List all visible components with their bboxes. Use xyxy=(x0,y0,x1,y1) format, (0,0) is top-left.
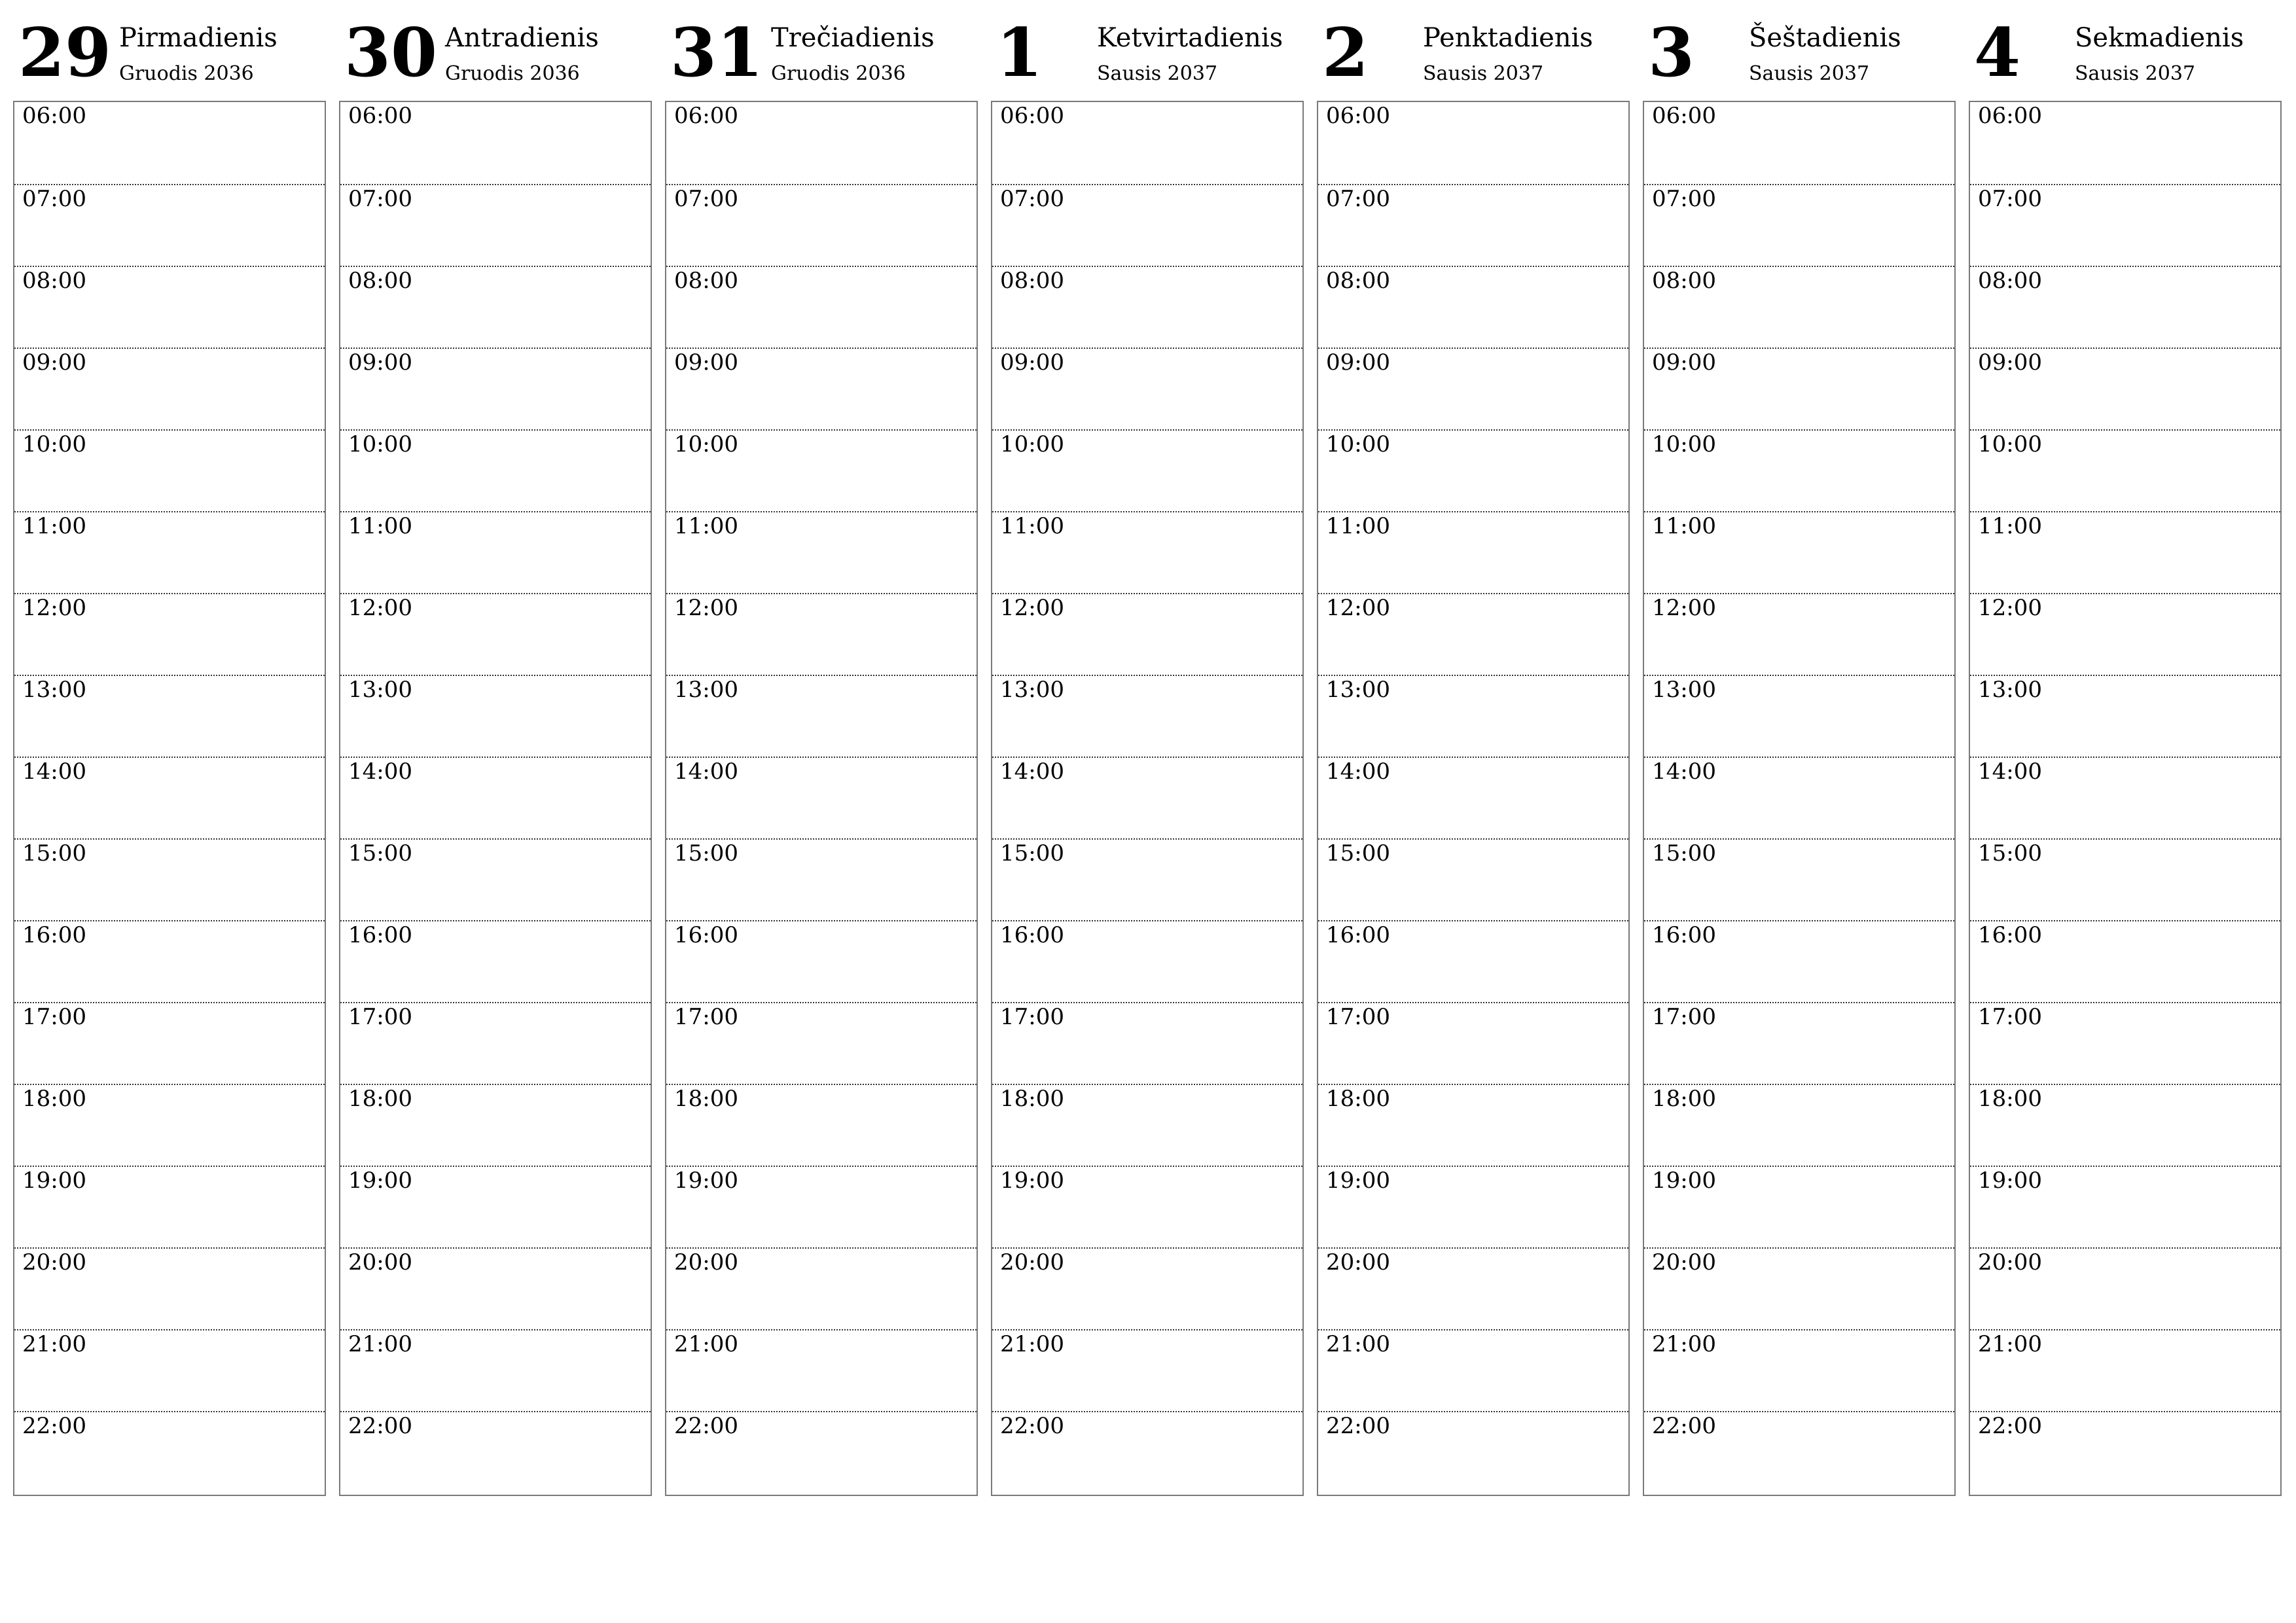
time-label: 18:00 xyxy=(1978,1086,2042,1112)
time-slot xyxy=(992,920,1302,1002)
day-schedule-box xyxy=(991,101,1304,1496)
time-slot xyxy=(666,675,977,757)
time-slot xyxy=(14,429,325,511)
day-name: Antradienis xyxy=(445,23,599,53)
time-label: 08:00 xyxy=(1326,268,1390,294)
time-label: 13:00 xyxy=(348,677,412,703)
time-label: 12:00 xyxy=(1326,595,1390,621)
time-label: 21:00 xyxy=(1652,1331,1716,1357)
time-slot xyxy=(666,920,977,1002)
time-label: 07:00 xyxy=(1978,186,2042,212)
time-label: 16:00 xyxy=(22,922,86,948)
time-label: 06:00 xyxy=(1326,103,1390,129)
time-label: 19:00 xyxy=(1326,1168,1390,1194)
time-label: 06:00 xyxy=(1978,103,2042,129)
day-month: Gruodis 2036 xyxy=(771,62,906,85)
time-slot xyxy=(1318,266,1628,348)
time-label: 20:00 xyxy=(1652,1249,1716,1275)
time-label: 07:00 xyxy=(674,186,738,212)
time-slot xyxy=(666,593,977,675)
time-slot xyxy=(1970,838,2280,920)
time-slot xyxy=(992,1166,1302,1247)
time-slot xyxy=(340,920,651,1002)
time-label: 13:00 xyxy=(1652,677,1716,703)
time-slot xyxy=(1644,1084,1954,1166)
time-slot xyxy=(340,1166,651,1247)
day-number: 30 xyxy=(344,14,437,92)
time-label: 17:00 xyxy=(348,1004,412,1030)
time-label: 08:00 xyxy=(1652,268,1716,294)
time-label: 18:00 xyxy=(1652,1086,1716,1112)
time-slot xyxy=(14,348,325,429)
time-slot xyxy=(992,511,1302,593)
time-slot xyxy=(14,920,325,1002)
time-label: 19:00 xyxy=(348,1168,412,1194)
time-slot xyxy=(1970,1411,2280,1493)
time-label: 11:00 xyxy=(1000,513,1064,539)
time-label: 17:00 xyxy=(674,1004,738,1030)
time-slot xyxy=(1644,1002,1954,1084)
time-label: 22:00 xyxy=(1326,1413,1390,1439)
time-slot xyxy=(1970,1002,2280,1084)
time-slot xyxy=(340,593,651,675)
time-slot xyxy=(666,266,977,348)
time-slot xyxy=(1318,511,1628,593)
time-slot xyxy=(992,675,1302,757)
time-label: 16:00 xyxy=(1000,922,1064,948)
time-label: 20:00 xyxy=(1978,1249,2042,1275)
time-slot xyxy=(1318,1329,1628,1411)
time-label: 19:00 xyxy=(1000,1168,1064,1194)
day-header xyxy=(991,0,1304,98)
time-label: 07:00 xyxy=(1326,186,1390,212)
time-slot xyxy=(1644,838,1954,920)
day-schedule-box xyxy=(339,101,652,1496)
time-label: 16:00 xyxy=(674,922,738,948)
day-name: Šeštadienis xyxy=(1749,23,1901,53)
day-name: Penktadienis xyxy=(1423,23,1593,53)
time-slot xyxy=(340,102,651,184)
day-header xyxy=(13,0,326,98)
time-slot xyxy=(992,1329,1302,1411)
day-schedule-box xyxy=(13,101,326,1496)
time-slot xyxy=(1318,1166,1628,1247)
time-label: 10:00 xyxy=(674,431,738,457)
time-label: 08:00 xyxy=(22,268,86,294)
time-label: 09:00 xyxy=(1326,349,1390,376)
time-label: 20:00 xyxy=(348,1249,412,1275)
day-column xyxy=(1969,0,2282,1505)
day-header xyxy=(665,0,978,98)
time-label: 10:00 xyxy=(22,431,86,457)
time-label: 08:00 xyxy=(348,268,412,294)
day-number: 2 xyxy=(1322,14,1369,92)
day-column xyxy=(991,0,1304,1505)
time-slot xyxy=(1644,429,1954,511)
time-slot xyxy=(1318,1411,1628,1493)
time-slot xyxy=(1318,1002,1628,1084)
time-label: 08:00 xyxy=(1978,268,2042,294)
day-column xyxy=(13,0,326,1505)
time-slot xyxy=(340,348,651,429)
time-label: 10:00 xyxy=(1326,431,1390,457)
time-label: 22:00 xyxy=(348,1413,412,1439)
weekly-planner xyxy=(13,0,2291,1623)
time-label: 07:00 xyxy=(1652,186,1716,212)
time-slot xyxy=(1644,675,1954,757)
time-slot xyxy=(14,1411,325,1493)
day-number: 29 xyxy=(18,14,111,92)
time-label: 14:00 xyxy=(1326,758,1390,785)
time-label: 17:00 xyxy=(1652,1004,1716,1030)
time-label: 22:00 xyxy=(1652,1413,1716,1439)
time-label: 18:00 xyxy=(22,1086,86,1112)
time-slot xyxy=(14,511,325,593)
time-slot xyxy=(1318,184,1628,266)
time-label: 18:00 xyxy=(1326,1086,1390,1112)
time-slot xyxy=(1970,920,2280,1002)
day-month: Sausis 2037 xyxy=(2075,62,2196,85)
time-slot xyxy=(1644,184,1954,266)
day-schedule-box xyxy=(1643,101,1956,1496)
time-slot xyxy=(992,266,1302,348)
time-slot xyxy=(992,184,1302,266)
time-slot xyxy=(340,184,651,266)
time-label: 07:00 xyxy=(22,186,86,212)
time-label: 14:00 xyxy=(1652,758,1716,785)
time-slot xyxy=(14,1002,325,1084)
time-slot xyxy=(14,1247,325,1329)
day-number: 1 xyxy=(996,14,1043,92)
time-label: 16:00 xyxy=(348,922,412,948)
time-slot xyxy=(1644,757,1954,838)
time-label: 11:00 xyxy=(1978,513,2042,539)
time-label: 22:00 xyxy=(1978,1413,2042,1439)
time-slot xyxy=(340,1002,651,1084)
time-slot xyxy=(992,1411,1302,1493)
time-slot xyxy=(666,102,977,184)
time-label: 14:00 xyxy=(1978,758,2042,785)
time-label: 19:00 xyxy=(1652,1168,1716,1194)
time-label: 13:00 xyxy=(22,677,86,703)
time-label: 20:00 xyxy=(674,1249,738,1275)
time-slot xyxy=(340,757,651,838)
time-slot xyxy=(666,511,977,593)
time-label: 19:00 xyxy=(22,1168,86,1194)
time-slot xyxy=(1970,1166,2280,1247)
time-slot xyxy=(1318,429,1628,511)
time-label: 12:00 xyxy=(348,595,412,621)
time-slot xyxy=(992,102,1302,184)
time-slot xyxy=(992,429,1302,511)
time-label: 21:00 xyxy=(22,1331,86,1357)
time-label: 12:00 xyxy=(1000,595,1064,621)
time-label: 15:00 xyxy=(1652,840,1716,866)
time-label: 21:00 xyxy=(1000,1331,1064,1357)
time-label: 17:00 xyxy=(1326,1004,1390,1030)
time-label: 08:00 xyxy=(1000,268,1064,294)
time-label: 21:00 xyxy=(1326,1331,1390,1357)
time-slot xyxy=(992,1084,1302,1166)
time-slot xyxy=(340,511,651,593)
time-label: 06:00 xyxy=(674,103,738,129)
time-slot xyxy=(1970,1247,2280,1329)
time-slot xyxy=(1970,593,2280,675)
time-label: 06:00 xyxy=(348,103,412,129)
time-label: 09:00 xyxy=(674,349,738,376)
day-column xyxy=(1643,0,1956,1505)
time-slot xyxy=(1644,511,1954,593)
time-slot xyxy=(1644,1329,1954,1411)
time-slot xyxy=(340,429,651,511)
time-label: 14:00 xyxy=(348,758,412,785)
time-label: 20:00 xyxy=(1326,1249,1390,1275)
time-label: 15:00 xyxy=(22,840,86,866)
day-month: Sausis 2037 xyxy=(1423,62,1544,85)
time-label: 16:00 xyxy=(1652,922,1716,948)
time-label: 10:00 xyxy=(1978,431,2042,457)
time-label: 21:00 xyxy=(674,1331,738,1357)
day-schedule-box xyxy=(665,101,978,1496)
time-slot xyxy=(1318,348,1628,429)
time-slot xyxy=(1644,1411,1954,1493)
day-number: 3 xyxy=(1648,14,1695,92)
time-label: 11:00 xyxy=(1652,513,1716,539)
time-label: 13:00 xyxy=(1000,677,1064,703)
time-slot xyxy=(1644,266,1954,348)
time-label: 18:00 xyxy=(1000,1086,1064,1112)
time-label: 06:00 xyxy=(22,103,86,129)
time-slot xyxy=(666,1411,977,1493)
day-name: Ketvirtadienis xyxy=(1097,23,1283,53)
time-label: 18:00 xyxy=(674,1086,738,1112)
time-label: 16:00 xyxy=(1326,922,1390,948)
time-label: 13:00 xyxy=(1326,677,1390,703)
day-number: 4 xyxy=(1974,14,2020,92)
day-column xyxy=(1317,0,1630,1505)
time-slot xyxy=(666,757,977,838)
time-slot xyxy=(992,757,1302,838)
day-month: Gruodis 2036 xyxy=(119,62,254,85)
time-slot xyxy=(666,1247,977,1329)
time-slot xyxy=(1970,266,2280,348)
time-slot xyxy=(992,348,1302,429)
time-slot xyxy=(14,757,325,838)
time-slot xyxy=(14,838,325,920)
time-slot xyxy=(666,1084,977,1166)
time-slot xyxy=(1644,348,1954,429)
time-slot xyxy=(340,1247,651,1329)
time-slot xyxy=(1970,1084,2280,1166)
time-label: 09:00 xyxy=(1000,349,1064,376)
day-header xyxy=(339,0,652,98)
time-slot xyxy=(340,838,651,920)
time-slot xyxy=(1970,1329,2280,1411)
time-label: 06:00 xyxy=(1652,103,1716,129)
time-label: 12:00 xyxy=(674,595,738,621)
time-slot xyxy=(340,266,651,348)
time-slot xyxy=(14,675,325,757)
time-label: 11:00 xyxy=(674,513,738,539)
time-slot xyxy=(992,838,1302,920)
time-slot xyxy=(992,1247,1302,1329)
time-slot xyxy=(14,593,325,675)
day-name: Trečiadienis xyxy=(771,23,935,53)
time-label: 11:00 xyxy=(22,513,86,539)
time-slot xyxy=(1318,920,1628,1002)
time-label: 15:00 xyxy=(1978,840,2042,866)
time-label: 15:00 xyxy=(1000,840,1064,866)
day-name: Pirmadienis xyxy=(119,23,278,53)
time-label: 22:00 xyxy=(22,1413,86,1439)
time-slot xyxy=(992,1002,1302,1084)
time-label: 18:00 xyxy=(348,1086,412,1112)
time-slot xyxy=(666,1329,977,1411)
day-header xyxy=(1969,0,2282,98)
day-number: 31 xyxy=(670,14,763,92)
time-label: 10:00 xyxy=(1652,431,1716,457)
time-slot xyxy=(666,429,977,511)
time-label: 22:00 xyxy=(1000,1413,1064,1439)
day-header xyxy=(1643,0,1956,98)
time-label: 07:00 xyxy=(1000,186,1064,212)
day-month: Sausis 2037 xyxy=(1097,62,1218,85)
time-label: 12:00 xyxy=(22,595,86,621)
time-slot xyxy=(1318,675,1628,757)
time-slot xyxy=(666,184,977,266)
day-header xyxy=(1317,0,1630,98)
time-slot xyxy=(1318,102,1628,184)
time-slot xyxy=(666,1002,977,1084)
day-month: Gruodis 2036 xyxy=(445,62,580,85)
time-label: 10:00 xyxy=(1000,431,1064,457)
time-slot xyxy=(14,102,325,184)
time-slot xyxy=(340,675,651,757)
time-label: 15:00 xyxy=(1326,840,1390,866)
time-label: 19:00 xyxy=(674,1168,738,1194)
time-slot xyxy=(1318,757,1628,838)
time-slot xyxy=(992,593,1302,675)
time-label: 22:00 xyxy=(674,1413,738,1439)
time-slot xyxy=(1970,429,2280,511)
time-label: 09:00 xyxy=(1978,349,2042,376)
time-label: 08:00 xyxy=(674,268,738,294)
time-label: 17:00 xyxy=(1978,1004,2042,1030)
time-label: 09:00 xyxy=(1652,349,1716,376)
time-label: 12:00 xyxy=(1978,595,2042,621)
time-label: 15:00 xyxy=(348,840,412,866)
time-slot xyxy=(666,348,977,429)
time-label: 14:00 xyxy=(674,758,738,785)
time-label: 12:00 xyxy=(1652,595,1716,621)
day-schedule-box xyxy=(1317,101,1630,1496)
time-label: 14:00 xyxy=(22,758,86,785)
time-slot xyxy=(1318,1247,1628,1329)
time-label: 13:00 xyxy=(674,677,738,703)
time-slot xyxy=(1644,102,1954,184)
time-slot xyxy=(1970,348,2280,429)
time-slot xyxy=(666,1166,977,1247)
day-column xyxy=(339,0,652,1505)
time-label: 20:00 xyxy=(22,1249,86,1275)
time-label: 17:00 xyxy=(22,1004,86,1030)
time-label: 09:00 xyxy=(22,349,86,376)
time-slot xyxy=(666,838,977,920)
day-name: Sekmadienis xyxy=(2075,23,2244,53)
time-label: 14:00 xyxy=(1000,758,1064,785)
day-schedule-box xyxy=(1969,101,2282,1496)
time-slot xyxy=(1970,511,2280,593)
time-label: 15:00 xyxy=(674,840,738,866)
time-label: 10:00 xyxy=(348,431,412,457)
time-label: 19:00 xyxy=(1978,1168,2042,1194)
time-label: 21:00 xyxy=(348,1331,412,1357)
time-slot xyxy=(1318,838,1628,920)
time-slot xyxy=(1644,593,1954,675)
time-label: 11:00 xyxy=(348,513,412,539)
time-slot xyxy=(340,1411,651,1493)
time-slot xyxy=(340,1084,651,1166)
time-slot xyxy=(1644,1166,1954,1247)
time-slot xyxy=(1644,920,1954,1002)
time-label: 16:00 xyxy=(1978,922,2042,948)
time-slot xyxy=(14,1084,325,1166)
time-slot xyxy=(1970,184,2280,266)
time-label: 17:00 xyxy=(1000,1004,1064,1030)
time-slot xyxy=(1318,1084,1628,1166)
time-label: 20:00 xyxy=(1000,1249,1064,1275)
time-slot xyxy=(1644,1247,1954,1329)
time-slot xyxy=(340,1329,651,1411)
time-label: 21:00 xyxy=(1978,1331,2042,1357)
time-label: 09:00 xyxy=(348,349,412,376)
time-slot xyxy=(14,266,325,348)
time-slot xyxy=(14,1329,325,1411)
time-slot xyxy=(1970,102,2280,184)
day-month: Sausis 2037 xyxy=(1749,62,1870,85)
time-label: 06:00 xyxy=(1000,103,1064,129)
time-slot xyxy=(1318,593,1628,675)
time-label: 13:00 xyxy=(1978,677,2042,703)
time-slot xyxy=(14,184,325,266)
time-slot xyxy=(1970,757,2280,838)
time-label: 07:00 xyxy=(348,186,412,212)
time-label: 11:00 xyxy=(1326,513,1390,539)
time-slot xyxy=(14,1166,325,1247)
day-column xyxy=(665,0,978,1505)
time-slot xyxy=(1970,675,2280,757)
